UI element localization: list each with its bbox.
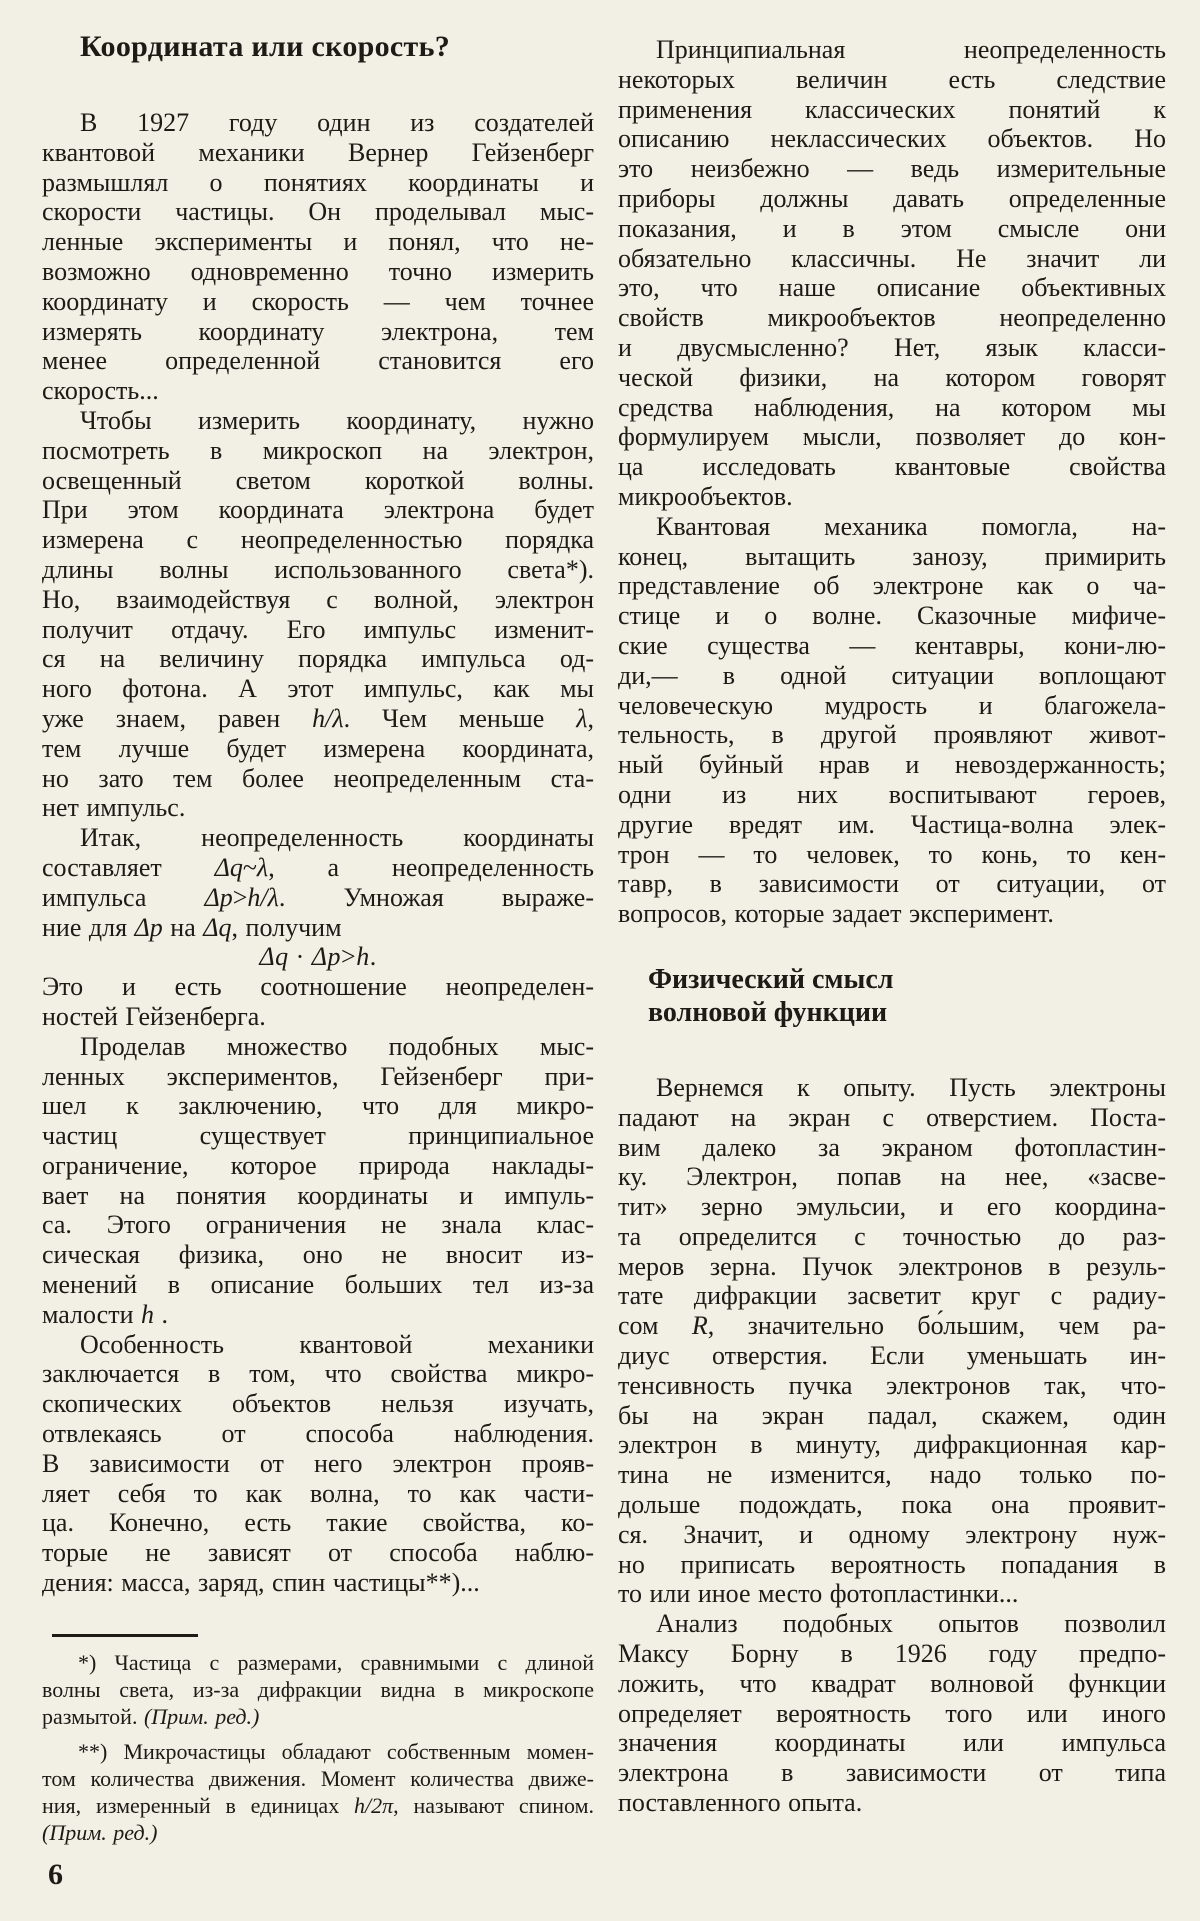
- paragraph: [618, 512, 1166, 929]
- text-line: вает на понятия координаты и импуль-: [42, 1180, 594, 1210]
- text-line: ограничение, которое природа наклады-: [42, 1150, 594, 1180]
- paragraph: [618, 35, 1166, 512]
- text-line: ного фотона. А этот импульс, как мы: [42, 674, 594, 704]
- text-line: размытой. (Прим. ред.): [42, 1703, 260, 1729]
- text-line: тенсивность пучка электронов так, что-: [618, 1370, 1166, 1400]
- text-line: значения координаты или импульса: [618, 1728, 1166, 1758]
- text-line: микрообъектов.: [618, 481, 793, 511]
- text-line: падают на экран с отверстием. Поста-: [618, 1102, 1166, 1132]
- text-line: средства наблюдения, на котором мы: [618, 392, 1166, 422]
- text-line: Это и есть соотношение неопределен-: [42, 972, 594, 1002]
- text-line: это неизбежно — ведь измерительные: [618, 154, 1166, 184]
- text-line: стице и о волне. Сказочные мифиче-: [618, 601, 1166, 631]
- text-line: электрон в минуту, дифракционная кар-: [618, 1430, 1166, 1460]
- paragraph: [42, 823, 594, 942]
- text-line: тит» зерно эмульсии, и его координа-: [618, 1192, 1166, 1222]
- text-line: уже знаем, равен h/λ. Чем меньше λ,: [42, 703, 594, 733]
- text-line: некоторых величин есть следствие: [618, 64, 1166, 94]
- text-line: освещенный светом короткой волны.: [42, 465, 594, 495]
- text-line: бы на экран падал, скажем, один: [618, 1400, 1166, 1430]
- text-line: тате дифракции засветит круг с радиу-: [618, 1281, 1166, 1311]
- text-line: ляет себя то как волна, то как части-: [42, 1478, 594, 1508]
- text-line: малости h .: [42, 1299, 168, 1329]
- text-line: координату и скорость — чем точнее: [42, 286, 594, 316]
- section-heading: Координата или скорость?: [80, 30, 451, 63]
- text-line: меров зерна. Пучок электронов в резуль-: [618, 1251, 1166, 1281]
- text-line: трон — то человек, то конь, то кен-: [618, 839, 1166, 869]
- text-line: одни из них воспитывают героев,: [618, 779, 1166, 809]
- uncertainty-formula: Δq · Δp>h.: [259, 942, 377, 972]
- text-line: ди,— в одной ситуации воплощают: [618, 660, 1166, 690]
- subsection-heading: [618, 963, 1166, 1029]
- text-line: вопросов, которые задает эксперимент.: [618, 899, 1054, 929]
- text-line: ленные эксперименты и понял, что не-: [42, 227, 594, 257]
- text-line: дения: масса, заряд, спин частицы**)...: [42, 1568, 480, 1598]
- text-line: ленных экспериментов, Гейзенберг при-: [42, 1061, 594, 1091]
- text-line: ку. Электрон, попав на нее, «засве-: [618, 1162, 1166, 1192]
- left-column: [42, 30, 594, 1890]
- subsection-heading-line-2: волновой функции: [648, 996, 888, 1028]
- right-body-bottom: [618, 1073, 1166, 1818]
- paragraph: [42, 108, 594, 406]
- text-line: размышлял о понятиях координаты и: [42, 167, 594, 197]
- text-line: Итак, неопределенность координаты: [80, 823, 594, 853]
- text-line: ческой физики, на котором говорят: [618, 362, 1166, 392]
- text-line: другие вредят им. Частица-волна элек-: [618, 809, 1166, 839]
- text-line: волны света, из-за дифракции видна в микроскопе: [42, 1676, 594, 1702]
- text-line: Квантовая механика помогла, на-: [656, 511, 1166, 541]
- text-line: то или иное место фотопластинки...: [618, 1579, 1019, 1609]
- text-line: В 1927 году один из создателей: [80, 108, 594, 137]
- text-line: это, что наше описание объективных: [618, 273, 1166, 303]
- text-line: и двусмысленно? Нет, язык класси-: [618, 332, 1166, 362]
- text-line: обязательно классичны. Не значит ли: [618, 243, 1166, 273]
- text-line: отвлекаясь от способа наблюдения.: [42, 1419, 594, 1449]
- text-line: Вернемся к опыту. Пусть электроны: [656, 1072, 1166, 1102]
- text-line: тавр, в зависимости от ситуации, от: [618, 869, 1166, 899]
- text-line: (Прим. ред.): [42, 1819, 158, 1845]
- left-body-top: [42, 108, 594, 942]
- text-line: тем лучше будет измерена координата,: [42, 733, 594, 763]
- text-line: заключается в том, что свойства микро-: [42, 1359, 594, 1389]
- text-line: электрона в зависимости от типа: [618, 1758, 1166, 1788]
- text-line: посмотреть в микроскоп на электрон,: [42, 435, 594, 465]
- text-line: составляет Δq~λ, а неопределенность: [42, 852, 595, 882]
- text-line: *) Частица с размерами, сравнимыми с длиной: [78, 1649, 594, 1675]
- text-line: показания, и в этом смысле они: [618, 213, 1166, 243]
- text-line: измерять координату электрона, тем: [42, 316, 594, 346]
- text-line: но приписать вероятность попадания в: [618, 1549, 1166, 1579]
- text-line: вим далеко за экраном фотопластин-: [618, 1132, 1166, 1162]
- text-line: приборы должны давать определенные: [618, 183, 1166, 213]
- text-line: ся. Значит, и одному электрону нуж-: [618, 1519, 1166, 1549]
- paragraph: [42, 1649, 594, 1730]
- footnote-divider: [52, 1634, 198, 1637]
- text-line: нет импульс.: [42, 793, 186, 823]
- text-line: определяет вероятность того или иного: [618, 1698, 1166, 1728]
- text-line: свойств микрообъектов неопределенно: [618, 303, 1166, 333]
- text-line: ние для Δp на Δq, получим: [42, 912, 342, 942]
- right-body-top: [618, 35, 1166, 929]
- paragraph: [42, 972, 594, 1032]
- text-line: Анализ подобных опытов позволил: [656, 1609, 1166, 1639]
- footnotes: [42, 1649, 594, 1846]
- paragraph: [618, 1609, 1166, 1818]
- text-line: ца. Конечно, есть такие свойства, ко-: [42, 1508, 594, 1538]
- text-line: сическая физика, оно не вносит из-: [42, 1240, 594, 1270]
- text-line: конец, вытащить занозу, примирить: [618, 541, 1166, 571]
- text-line: Чтобы измерить координату, нужно: [80, 405, 594, 435]
- text-line: Максу Борну в 1926 году предпо-: [618, 1639, 1166, 1669]
- paragraph: [42, 406, 594, 823]
- text-line: том количества движения. Момент количества движе-: [42, 1765, 594, 1791]
- text-line: длины волны использованного света*).: [42, 554, 594, 584]
- text-line: **) Микрочастицы обладают собственным момен-: [78, 1738, 594, 1764]
- text-line: ся на величину порядка импульса од-: [42, 644, 594, 674]
- text-line: В зависимости от него электрон прояв-: [42, 1448, 594, 1478]
- text-line: диус отверстия. Если уменьшать ин-: [618, 1341, 1166, 1371]
- text-line: возможно одновременно точно измерить: [42, 256, 594, 286]
- text-line: менее определенной становится его: [42, 346, 594, 376]
- text-line: торые не зависят от способа наблю-: [42, 1538, 594, 1568]
- paragraph: [618, 1073, 1166, 1609]
- text-line: человеческую мудрость и благожела-: [618, 690, 1166, 720]
- text-line: тина не изменится, надо только по-: [618, 1460, 1166, 1490]
- paragraph: [42, 1032, 594, 1330]
- text-line: ностей Гейзенберга.: [42, 1001, 266, 1031]
- subsection-heading-line-1: Физический смысл: [648, 963, 894, 995]
- text-line: ца исследовать квантовые свойства: [618, 452, 1166, 482]
- text-line: формулируем мысли, позволяет до кон-: [618, 422, 1166, 452]
- text-line: тельность, в другой проявляют живот-: [618, 720, 1166, 750]
- text-line: применения классических понятий к: [618, 94, 1166, 124]
- text-line: но зато тем более неопределенным ста-: [42, 763, 594, 793]
- text-line: сом R, значительно бо́льшим, чем ра-: [618, 1311, 1167, 1341]
- text-line: описанию неклассических объектов. Но: [618, 124, 1166, 154]
- text-line: скорость...: [42, 376, 159, 406]
- text-line: ские существа — кентавры, кони-лю-: [618, 630, 1166, 660]
- text-line: ния, измеренный в единицах h/2π, называют спином.: [42, 1792, 594, 1818]
- text-line: ложить, что квадрат волновой функции: [618, 1668, 1166, 1698]
- text-line: ный буйный нрав и невоздержанность;: [618, 750, 1166, 780]
- text-line: представление об электроне как о ча-: [618, 571, 1166, 601]
- paragraph: [42, 1330, 594, 1598]
- right-column: [618, 35, 1166, 1818]
- page-number: 6: [48, 1857, 63, 1891]
- text-line: шел к заключению, что для микро-: [42, 1091, 594, 1121]
- text-line: Но, взаимодействуя с волной, электрон: [42, 584, 594, 614]
- text-line: импульса Δp>h/λ. Умножая выраже-: [42, 882, 594, 912]
- text-line: получит отдачу. Его импульс изменит-: [42, 614, 594, 644]
- text-line: менений в описание больших тел из-за: [42, 1270, 594, 1300]
- paragraph: [42, 1738, 594, 1846]
- left-body-bottom: [42, 972, 594, 1598]
- text-line: Проделав множество подобных мыс-: [80, 1031, 594, 1061]
- text-line: Особенность квантовой механики: [80, 1329, 594, 1359]
- text-line: частиц существует принципиальное: [42, 1121, 594, 1151]
- text-line: Принципиальная неопределенность: [656, 35, 1166, 64]
- text-line: скопических объектов нельзя изучать,: [42, 1389, 594, 1419]
- text-line: измерена с неопределенностью порядка: [42, 525, 594, 555]
- text-line: скорости частицы. Он проделывал мыс-: [42, 197, 594, 227]
- text-line: та определится с точностью до раз-: [618, 1221, 1166, 1251]
- text-line: поставленного опыта.: [618, 1788, 863, 1818]
- text-line: дольше подождать, пока она проявит-: [618, 1490, 1166, 1520]
- text-line: са. Этого ограничения не знала клас-: [42, 1210, 594, 1240]
- text-line: При этом координата электрона будет: [42, 495, 594, 525]
- text-line: квантовой механики Вернер Гейзенберг: [42, 137, 594, 167]
